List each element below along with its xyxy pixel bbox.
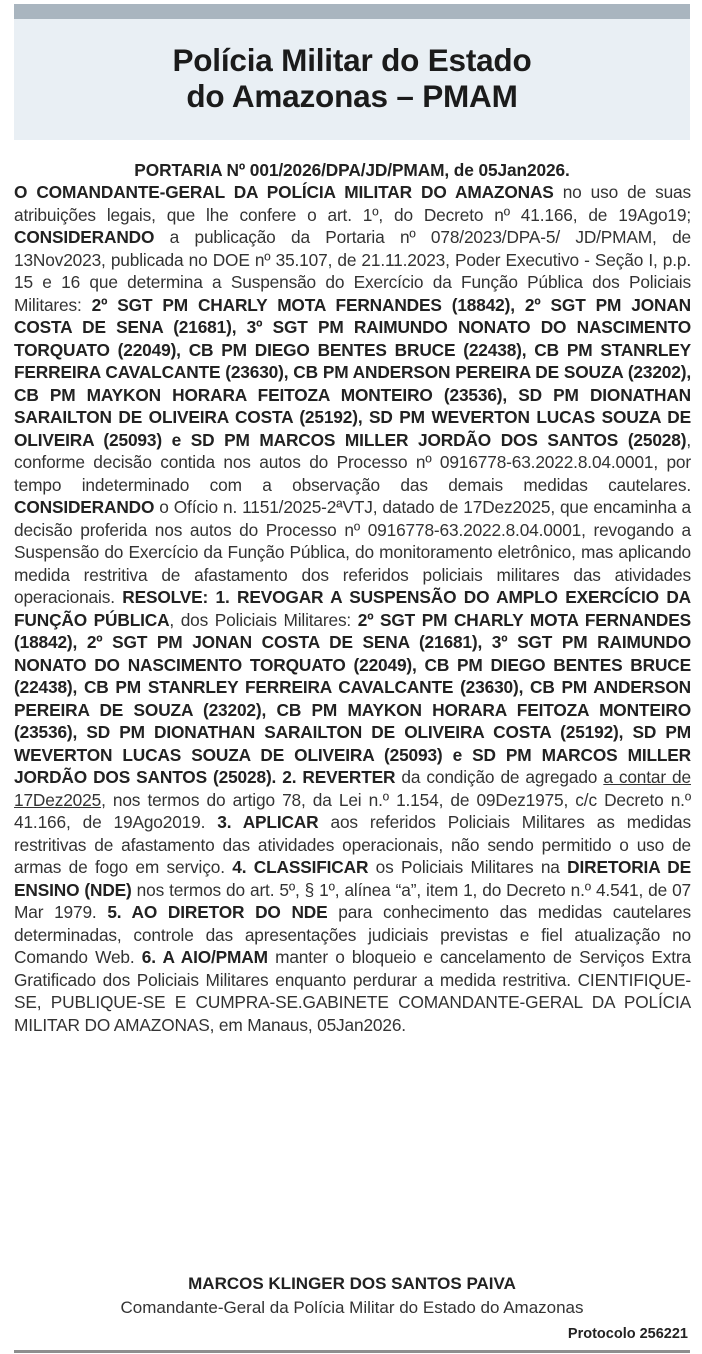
resolve-item-1: RESOLVE: 1. REVOGAR A SUSPENSÃO DO AMPLO EXERCÍCIO DA FUNÇÃO PÚBLICA: [14, 587, 691, 630]
body-text-span: para conhecimento das medidas cautelares determinadas, controle das apresentações judiciais previstas e fiel atualização no Comando Web.: [14, 902, 692, 967]
body-text-span: o Ofício n. 1151/2025-2ªVTJ, datado de 17Dez2025, que encaminha a decisão proferida nos autos do Processo nº 0916778-63.2022.8.04.0001, revogando a Suspensão do Exercício da Função Pública, do monitoramento eletrônico, mas aplicando medida restritiva de afastamento dos referidos policiais militares das atividades operacionais.: [14, 497, 691, 607]
portaria-body: [14, 181, 691, 1036]
resolve-item-6: 6. A AIO/PMAM: [141, 947, 268, 967]
issuer-authority: O COMANDANTE-GERAL DA POLÍCIA MILITAR DO AMAZONAS: [14, 182, 554, 202]
body-text-span: manter o bloqueio e cancelamento de Serviços Extra Gratificado dos Policiais Militares enquanto perdurar a medida restritiva. CIENTIFIQUE-SE, PUBLIQUE-SE E CUMPRA-SE.GABINETE COMANDANTE-GERAL DA POLÍCIA MILITAR DO AMAZONAS, em Manaus, 05Jan2026.: [14, 947, 691, 1035]
resolve-item-5: 5. AO DIRETOR DO NDE: [107, 902, 328, 922]
body-text-span: no uso de suas atribuições legais, que lhe confere o art. 1º, do Decreto nº 41.166, de 19Ago19;: [14, 182, 692, 225]
masthead-stripe: [14, 4, 690, 19]
masthead-banner: [14, 4, 690, 140]
body-text-span: , dos Policiais Militares:: [169, 609, 358, 630]
officers-list-suspension: 2º SGT PM CHARLY MOTA FERNANDES (18842), 2º SGT PM JONAN COSTA DE SENA (21681), 3º SGT PM RAIMUNDO NONATO DO NASCIMENTO TORQUATO (22049), CB PM DIEGO BENTES BRUCE (22438), CB PM STANRLEY FERREIRA CAVALCANTE (23630), CB PM ANDERSON PEREIRA DE SOUZA (23202), CB PM MAYKON HORARA FEITOZA MONTEIRO (23536), SD PM DIONATHAN SARAILTON DE OLIVEIRA COSTA (25192), SD PM WEVERTON LUCAS SOUZA DE OLIVEIRA (25093) e SD PM MARCOS MILLER JORDÃO DOS SANTOS (25028): [14, 294, 691, 450]
body-text-span: nos termos do art. 5º, § 1º, alínea “a”, item 1, do Decreto n.º 4.541, de 07 Mar 1979.: [14, 879, 691, 922]
protocol-number: Protocolo 256221: [567, 1326, 688, 1342]
body-text-span: a publicação da Portaria nº 078/2023/DPA-5/ JD/PMAM, de 13Nov2023, publicada no DOE nº 35.107, de 21.11.2023, Poder Executivo - Seção I, p.p. 15 e 16 que determina a Suspensão do Exercício da Função Pública dos Policiais Militares:: [14, 227, 691, 315]
officers-list-revocation: 2º SGT PM CHARLY MOTA FERNANDES (18842), 2º SGT PM JONAN COSTA DE SENA (21681), 3º SGT PM RAIMUNDO NONATO DO NASCIMENTO TORQUATO (22049), CB PM DIEGO BENTES BRUCE (22438), CB PM STANRLEY FERREIRA CAVALCANTE (23630), CB PM ANDERSON PEREIRA DE SOUZA (23202), CB PM MAYKON HORARA FEITOZA MONTEIRO (23536), SD PM DIONATHAN SARAILTON DE OLIVEIRA COSTA (25192), SD PM WEVERTON LUCAS SOUZA DE OLIVEIRA (25093) e SD PM MARCOS MILLER JORDÃO DOS SANTOS (25028). 2. REVERTER: [14, 609, 691, 787]
resolve-item-4: 4. CLASSIFICAR: [232, 857, 369, 877]
diretoria-ensino: DIRETORIA DE ENSINO (NDE): [14, 857, 692, 900]
bottom-divider: [14, 1350, 690, 1353]
masthead-title: [14, 42, 690, 114]
body-text-span: os Policiais Militares na: [368, 857, 568, 877]
considerando-heading: CONSIDERANDO: [14, 227, 155, 247]
considerando-heading: CONSIDERANDO: [14, 497, 155, 517]
signer-name: MARCOS KLINGER DOS SANTOS PAIVA: [188, 1274, 516, 1293]
body-text-span: , conforme decisão contida nos autos do Processo nº 0916778-63.2022.8.04.0001, por tempo indeterminado com a observação das demais medidas cautelares.: [14, 429, 691, 495]
signer-role: Comandante-Geral da Polícia Militar do Estado do Amazonas: [120, 1298, 584, 1317]
effective-date-underlined: a contar de 17Dez2025: [14, 767, 691, 810]
masthead-title-line1: Polícia Militar do Estado: [172, 42, 532, 78]
body-text-span: , nos termos do artigo 78, da Lei n.º 1.154, de 09Dez1975, c/c Decreto n.º 41.166, de 19Ago2019.: [14, 789, 691, 832]
portaria-title: PORTARIA Nº 001/2026/DPA/JD/PMAM, de 05Jan2026.: [134, 160, 570, 180]
masthead-title-line2: do Amazonas – PMAM: [186, 78, 518, 114]
body-text-span: da condição de agregado: [395, 767, 604, 787]
resolve-item-3: 3. APLICAR: [217, 812, 319, 832]
body-text-span: aos referidos Policiais Militares as medidas restritivas de afastamento das atividades operacionais, não sendo permitido o uso de armas de fogo em serviço.: [14, 812, 692, 877]
